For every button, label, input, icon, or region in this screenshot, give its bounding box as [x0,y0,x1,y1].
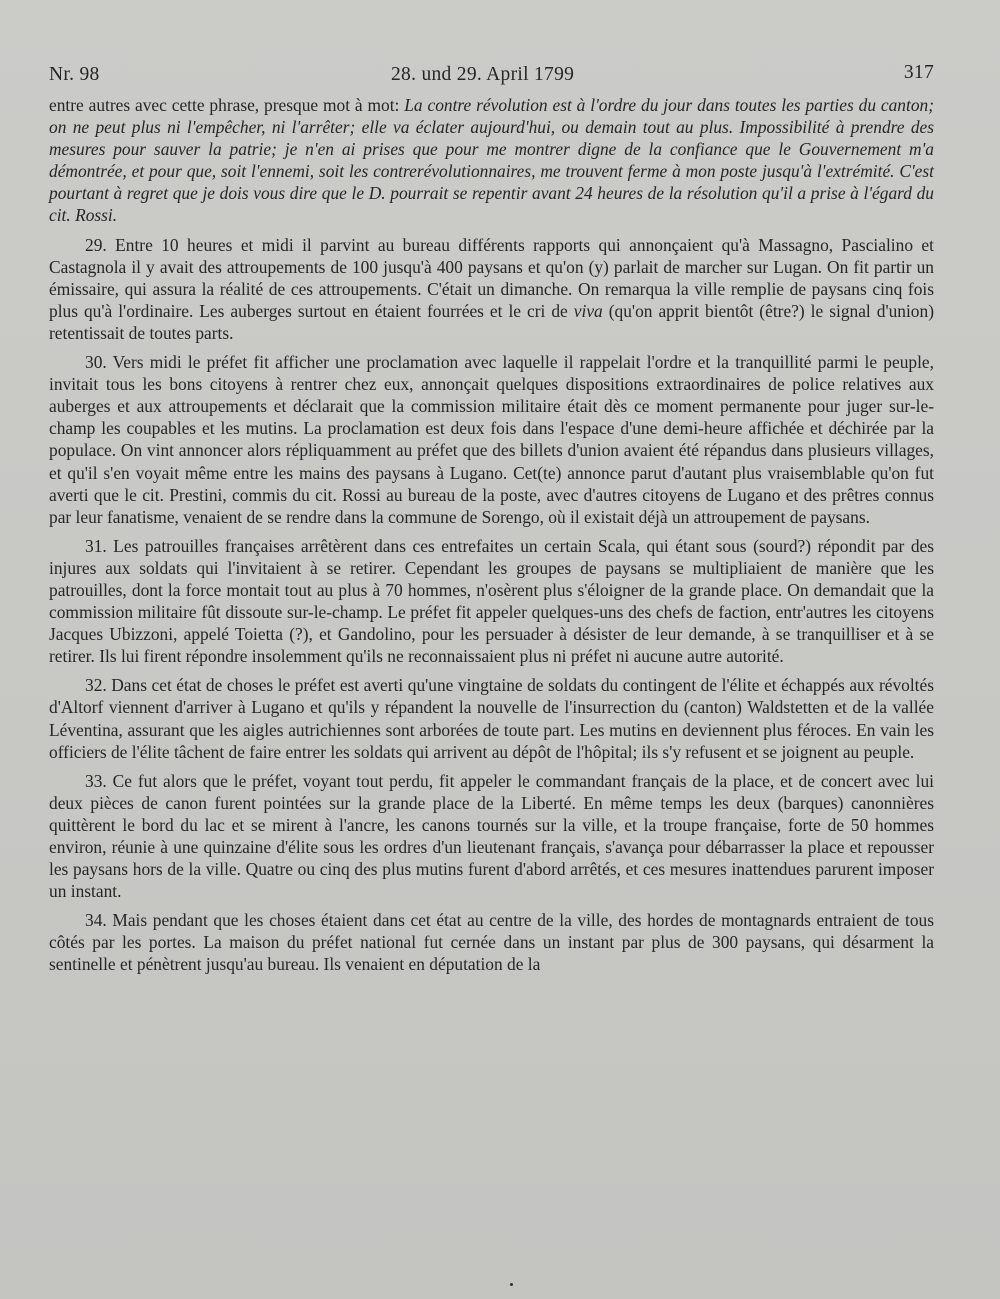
body-text [49,94,934,976]
page-number: 317 [903,62,934,83]
paragraph-29 [49,234,934,344]
document-date: 28. und 29. April 1799 [391,64,575,85]
paragraph-29-italic: viva [573,300,603,321]
paper-speck [510,1283,513,1286]
paragraph-34: 34. Mais pendant que les choses étaient dans cet état au centre de la ville, des hordes de montagnards entraient de tous côtés par les portes. La maison du préfet national fut cernée dans un instant par plus de 300 paysans, qui désarment la sentinelle et pénètrent jusqu'au bureau. Ils venaient en députation de la [49,910,934,975]
paragraph-33: 33. Ce fut alors que le préfet, voyant tout perdu, fit appeler le commandant français de la place, et de concert avec lui deux pièces de canon furent pointées sur la grande place de la Liberté. En même temps les deux (barques) canonnières quittèrent le bord du lac et se mirent à l'ancre, les canons tournés sur la ville, et la troupe française, forte de 50 hommes environ, réunie à une quinzaine d'élite sous les ordres d'un lieutenant français, s'avança pour débarrasser la place et repousser les paysans hors de la ville. Quatre ou cinq des plus mutins furent d'abord arrêtés, et ces mesures inattendues parurent imposer un instant. [49,770,934,902]
paragraph-32: 32. Dans cet état de choses le préfet est averti qu'une vingtaine de soldats du contingent de l'élite et échappés aux révoltés d'Altorf viennent d'arriver à Lugano et qu'ils y répandent la nouvelle de l'insurrection du (canton) Waldstetten et de la vallée Léventina, assurant que les aigles autrichiennes sont arborées de toute part. Les mutins en deviennent plus féroces. En vain les officiers de l'élite tâchent de faire entrer les soldats qui arrivent au dépôt de l'hôpital; ils s'y refusent et se joignent au peuple. [49,675,934,762]
paragraph-30: 30. Vers midi le préfet fit afficher une proclamation avec laquelle il rappelait l'ordre et la tranquillité parmi le peuple, invitait tous les bons citoyens à rentrer chez eux, annonçait quelques dispositions extraordinaires de police relatives aux auberges et aux attroupements et déclarait que la commission militaire était dès ce moment permanente pour juger sur-le-champ les coupables et les mutins. La proclamation est deux fois dans l'espace d'une demi-heure affichée et déchirée par la populace. On vint annoncer alors répliquamment au préfet que des billets d'union avaient été répandus dans plusieurs villages, et qu'il s'en voyait même entre les mains des paysans à Lugano. Cet(te) annonce parut d'autant plus vraisemblable qu'on fut averti que le cit. Prestini, commis du cit. Rossi au bureau de la poste, avec d'autres citoyens de Lugano et des prêtres connus par leur fanatisme, venaient de se rendre dans la commune de Sorengo, où il existait déjà un attroupement de paysans. [49,352,934,527]
opening-paragraph [49,94,934,227]
paragraph-29-text-a: 29. Entre 10 heures et midi il parvint au bureau différents rapports qui annonçaient qu'à Massagno, Pascialino et Castagnola il y avait des attroupements de 100 jusqu'à 400 paysans et qu'on (y) parlait de marcher sur Lugan. On fit partir un émissaire, qui assura la réalité de ces attroupements. C'était un dimanche. On remarqua la ville remplie de paysans cinq fois plus qu'à l'ordinaire. Les auberges surtout en étaient fourrées et le cri de [49,234,934,321]
document-number: Nr. 98 [49,64,100,85]
opening-quoted-text: La contre révolution est à l'ordre du jour dans toutes les parties du canton; on ne peut plus ni l'empêcher, ni l'arrêter; elle va éclater aujourd'hui, ou demain tout au plus. Impossibilité à prendre des mesures pour sauver la patrie; je n'en ai prises que pour me montrer digne de la confiance que le Gouvernement m'a démontrée, et pour que, soit l'ennemi, soit les contrerévolutionnaires, me trouvent ferme à mon poste jusqu'à l'extrémité. C'est pourtant à regret que je dois vous dire que le D. pourrait se repentir avant 24 heures de la résolution qu'il a prise à l'égard du cit. Rossi. [49,95,935,226]
opening-plain-text: entre autres avec cette phrase, presque mot à mot: [49,95,405,115]
page-header [49,60,934,94]
paragraph-31: 31. Les patrouilles françaises arrêtèrent dans ces entrefaites un certain Scala, qui étant sous (sourd?) répondit par des injures aux soldats qui l'invitaient à se retirer. Cependant les groupes de paysans se multipliaient de manière que les patrouilles, dont la force montait tout au plus à 70 hommes, n'osèrent plus s'éloigner de la grande place. On demandait que la commission militaire fût dissoute sur-le-champ. Le préfet fit appeler quelques-uns des chefs de faction, entr'autres les citoyens Jacques Ubizzoni, appelé Toietta (?), et Gandolino, pour les persuader à désister de leur demande, à se tranquilliser et à se retirer. Ils lui firent répondre insolemment qu'ils ne reconnaissaient plus ni préfet ni aucune autre autorité. [49,535,934,667]
paragraph-29-text-b: (qu'on apprit bientôt (être?) le signal d'union) retentissait de toutes parts. [49,300,934,343]
